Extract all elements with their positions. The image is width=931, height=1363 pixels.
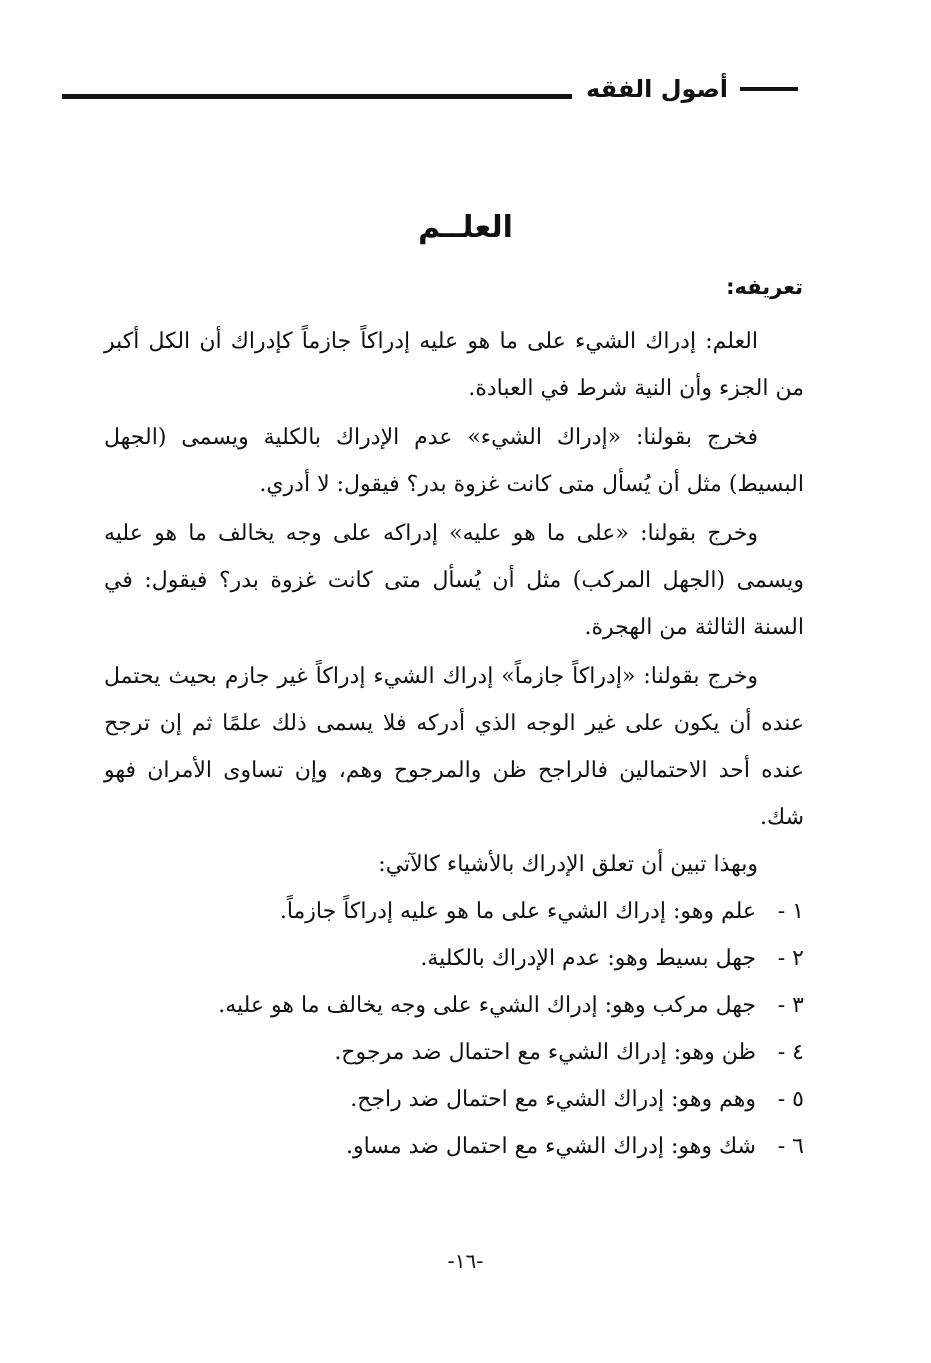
list-number: ٣ - xyxy=(777,993,804,1018)
list-item xyxy=(104,1029,804,1076)
paragraph: وخرج بقولنا: «على ما هو عليه» إدراكه على وجه يخالف ما هو عليه ويسمى (الجهل المركب) مثل أن يُسأل متى كانت غزوة بدر؟ فيقول: في السنة الثالثة من الهجرة. xyxy=(104,521,804,640)
list-text: جهل مركب وهو: إدراك الشيء على وجه يخالف ما هو عليه. xyxy=(218,993,756,1018)
header-dash xyxy=(740,87,798,91)
list-text: جهل بسيط وهو: عدم الإدراك بالكلية. xyxy=(420,946,756,971)
chapter-title: العلــم xyxy=(418,210,513,245)
list-item xyxy=(104,982,804,1029)
list-text: وهم وهو: إدراك الشيء مع احتمال ضد راجح. xyxy=(350,1087,756,1112)
list-intro: وبهذا تبين أن تعلق الإدراك بالأشياء كالآتي: xyxy=(378,852,758,877)
list-item xyxy=(104,935,804,982)
page-number: -١٦- xyxy=(447,1249,484,1273)
list-item xyxy=(104,1123,804,1170)
list-number: ٤ - xyxy=(777,1040,804,1065)
body-text xyxy=(104,318,804,1170)
header-rule xyxy=(62,94,572,99)
section-label: تعريفه: xyxy=(726,275,803,299)
list-text: ظن وهو: إدراك الشيء مع احتمال ضد مرجوح. xyxy=(334,1040,756,1065)
definitions-list xyxy=(104,888,804,1170)
running-header-title: أصول الفقه xyxy=(586,75,728,103)
paragraph: العلم: إدراك الشيء على ما هو عليه إدراكاً جازماً كإدراك أن الكل أكبر من الجزء وأن النية شرط في العبادة. xyxy=(104,329,804,401)
list-number: ١ - xyxy=(777,899,804,924)
list-number: ٥ - xyxy=(777,1087,804,1112)
list-number: ٢ - xyxy=(777,946,804,971)
list-item xyxy=(104,1076,804,1123)
list-item xyxy=(104,888,804,935)
list-text: شك وهو: إدراك الشيء مع احتمال ضد مساو. xyxy=(345,1134,756,1159)
running-header xyxy=(62,74,798,106)
paragraph: فخرج بقولنا: «إدراك الشيء» عدم الإدراك بالكلية ويسمى (الجهل البسيط) مثل أن يُسأل متى كانت غزوة بدر؟ فيقول: لا أدري. xyxy=(104,425,804,497)
list-text: علم وهو: إدراك الشيء على ما هو عليه إدراكاً جازماً. xyxy=(279,899,756,924)
list-number: ٦ - xyxy=(777,1134,804,1159)
paragraph: وخرج بقولنا: «إدراكاً جازماً» إدراك الشيء إدراكاً غير جازم بحيث يحتمل عنده أن يكون على غير الوجه الذي أدركه فلا يسمى ذلك علمًا ثم إن ترجح عنده أحد الاحتمالين فالراجح ظن والمرجوح وهم، وإن تساوى الأمران فهو شك. xyxy=(104,664,804,830)
